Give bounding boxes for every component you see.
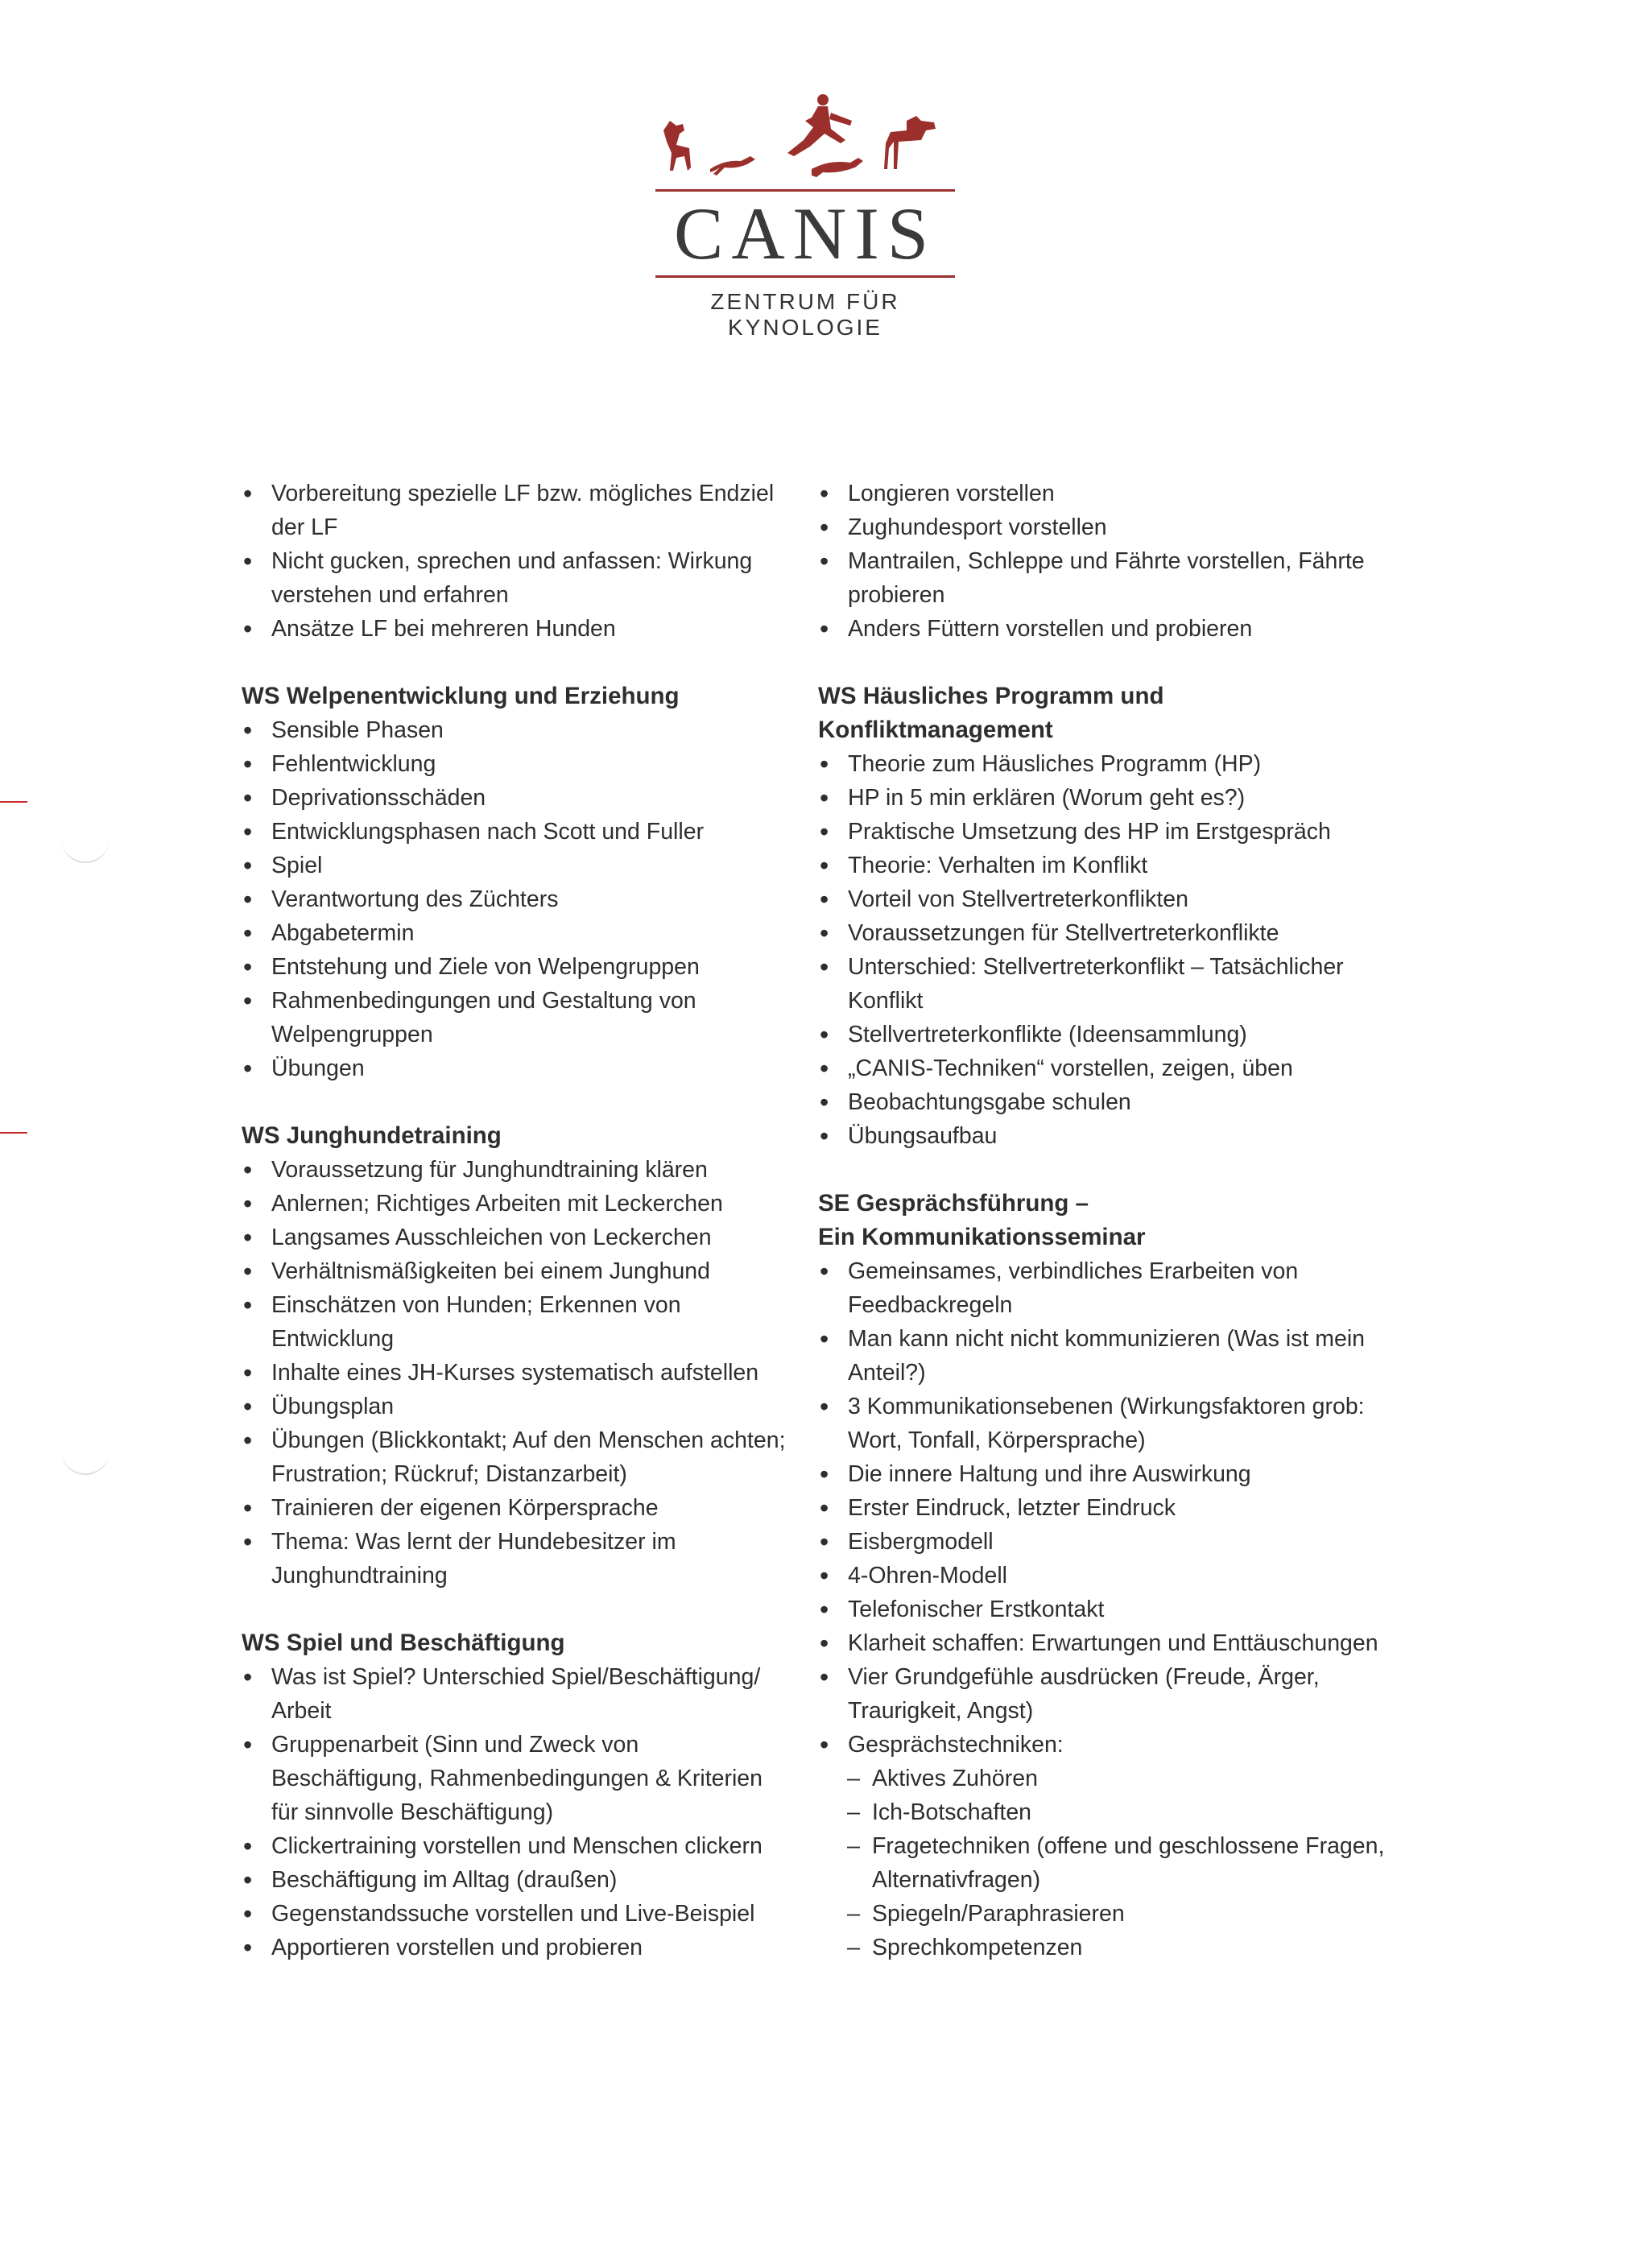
list-item: • Entstehung und Ziele von Welpengruppen [242, 950, 789, 984]
logo-wordmark: CANIS [673, 192, 937, 275]
punch-hole-mark [61, 837, 110, 863]
section-heading: WS Spiel und Beschäftigung [242, 1630, 565, 1656]
list-item: • Übungen [242, 1051, 789, 1085]
list-item: • Theorie zum Häusliches Programm (HP) [818, 747, 1398, 781]
list-item: • Die innere Haltung und ihre Auswirkung [818, 1457, 1398, 1491]
list-item: • Inhalte eines JH-Kurses systematisch aufstellen [242, 1356, 789, 1390]
section-list [242, 1660, 789, 1964]
section-heading-line: WS Häusliches Programm und [818, 683, 1164, 709]
list-item: • Unterschied: Stellvertreterkonflikt – Tatsächlicher Konflikt [818, 950, 1398, 1018]
list-item: • Clickertraining vorstellen und Menschen clickern [242, 1829, 789, 1863]
section-list [818, 1254, 1398, 1964]
list-item: • Abgabetermin [242, 916, 789, 950]
list-item: • Thema: Was lernt der Hundebesitzer im Junghundtraining [242, 1525, 789, 1593]
list-item: • Übungsaufbau [818, 1119, 1398, 1153]
sub-list-item: – Sprechkompetenzen [818, 1931, 1398, 1964]
list-item: • Ansätze LF bei mehreren Hunden [242, 612, 789, 646]
dogs-and-figure-icon [652, 89, 958, 189]
list-item: • „CANIS-Techniken“ vorstellen, zeigen, üben [818, 1051, 1398, 1085]
list-item: • Sensible Phasen [242, 713, 789, 747]
sub-list-item: – Spiegeln/Paraphrasieren [818, 1897, 1398, 1931]
list-item: • Gegenstandssuche vorstellen und Live-Beispiel [242, 1897, 789, 1931]
list-item: • Man kann nicht nicht kommunizieren (Was ist mein Anteil?) [818, 1322, 1398, 1390]
list-item: • 4-Ohren-Modell [818, 1559, 1398, 1593]
section-heading: WS Junghundetraining [242, 1122, 502, 1149]
margin-mark [0, 801, 27, 803]
canis-logo [644, 89, 966, 340]
list-item: • Voraussetzung für Junghundtraining klären [242, 1153, 789, 1187]
list-item: • Apportieren vorstellen und probieren [242, 1931, 789, 1964]
left-column [242, 477, 789, 1964]
list-item: • Deprivationsschäden [242, 781, 789, 815]
margin-mark [0, 1132, 27, 1134]
list-item: • Nicht gucken, sprechen und anfassen: Wirkung verstehen und erfahren [242, 544, 789, 612]
section-heading: WS Welpenentwicklung und Erziehung [242, 683, 680, 709]
list-item: • Gesprächstechniken: [818, 1728, 1398, 1762]
list-item: • Klarheit schaffen: Erwartungen und Enttäuschungen [818, 1626, 1398, 1660]
list-item: • Zughundesport vorstellen [818, 510, 1398, 544]
list-item: • Übungsplan [242, 1390, 789, 1423]
list-item: • Telefonischer Erstkontakt [818, 1593, 1398, 1626]
intro-list [818, 477, 1398, 646]
list-item: • Fehlentwicklung [242, 747, 789, 781]
logo-subtitle: ZENTRUM FÜR KYNOLOGIE [710, 289, 900, 340]
list-item: • Praktische Umsetzung des HP im Erstgespräch [818, 815, 1398, 849]
list-item: • Eisbergmodell [818, 1525, 1398, 1559]
logo-rule-top [655, 189, 955, 192]
section-heading-line: SE Gesprächsführung – [818, 1190, 1089, 1217]
intro-list [242, 477, 789, 646]
list-item: • HP in 5 min erklären (Worum geht es?) [818, 781, 1398, 815]
list-item: • Verhältnismäßigkeiten bei einem Junghund [242, 1254, 789, 1288]
list-item: • Vorteil von Stellvertreterkonflikten [818, 882, 1398, 916]
section-list [242, 713, 789, 1085]
list-item: • Langsames Ausschleichen von Leckerchen [242, 1221, 789, 1254]
section-list [242, 1153, 789, 1593]
list-item: • Theorie: Verhalten im Konflikt [818, 849, 1398, 882]
list-item: • Stellvertreterkonflikte (Ideensammlung) [818, 1018, 1398, 1051]
list-item: • Mantrailen, Schleppe und Fährte vorstellen, Fährte probieren [818, 544, 1398, 612]
punch-hole-mark [61, 1449, 110, 1475]
list-item: • Übungen (Blickkontakt; Auf den Menschen achten; Frustration; Rückruf; Distanzarbeit) [242, 1423, 789, 1491]
section-heading [818, 1187, 1398, 1254]
logo-rule-bottom [655, 275, 955, 278]
list-item: • Gemeinsames, verbindliches Erarbeiten von Feedbackregeln [818, 1254, 1398, 1322]
sub-list-item: – Fragetechniken (offene und geschlossene Fragen, Alternativfragen) [818, 1829, 1398, 1897]
list-item: • Entwicklungsphasen nach Scott und Fuller [242, 815, 789, 849]
list-item: • Vorbereitung spezielle LF bzw. mögliches Endziel der LF [242, 477, 789, 544]
list-item: • Einschätzen von Hunden; Erkennen von Entwicklung [242, 1288, 789, 1356]
sub-list-item: – Ich-Botschaften [818, 1795, 1398, 1829]
list-item: • Verantwortung des Züchters [242, 882, 789, 916]
section-heading [818, 680, 1398, 747]
section-heading-line: Ein Kommunikationsseminar [818, 1224, 1146, 1250]
list-item: • Anlernen; Richtiges Arbeiten mit Leckerchen [242, 1187, 789, 1221]
list-item: • Vier Grundgefühle ausdrücken (Freude, Ärger, Traurigkeit, Angst) [818, 1660, 1398, 1728]
list-item: • Longieren vorstellen [818, 477, 1398, 510]
list-item: • Rahmenbedingungen und Gestaltung von Welpengruppen [242, 984, 789, 1051]
list-item: • Was ist Spiel? Unterschied Spiel/Beschäftigung/ Arbeit [242, 1660, 789, 1728]
list-item: • Erster Eindruck, letzter Eindruck [818, 1491, 1398, 1525]
list-item: • Beschäftigung im Alltag (draußen) [242, 1863, 789, 1897]
list-item: • Beobachtungsgabe schulen [818, 1085, 1398, 1119]
list-item: • Spiel [242, 849, 789, 882]
list-item: • 3 Kommunikationsebenen (Wirkungsfaktoren grob: Wort, Tonfall, Körpersprache) [818, 1390, 1398, 1457]
list-item: • Voraussetzungen für Stellvertreterkonflikte [818, 916, 1398, 950]
right-column [818, 477, 1398, 1964]
list-item: • Anders Füttern vorstellen und probieren [818, 612, 1398, 646]
section-heading-line: Konfliktmanagement [818, 717, 1053, 743]
list-item: • Trainieren der eigenen Körpersprache [242, 1491, 789, 1525]
section-list [818, 747, 1398, 1153]
sub-list-item: – Aktives Zuhören [818, 1762, 1398, 1795]
list-item: • Gruppenarbeit (Sinn und Zweck von Beschäftigung, Rahmenbedingungen & Kriterien für sinnvolle Beschäftigung) [242, 1728, 789, 1829]
